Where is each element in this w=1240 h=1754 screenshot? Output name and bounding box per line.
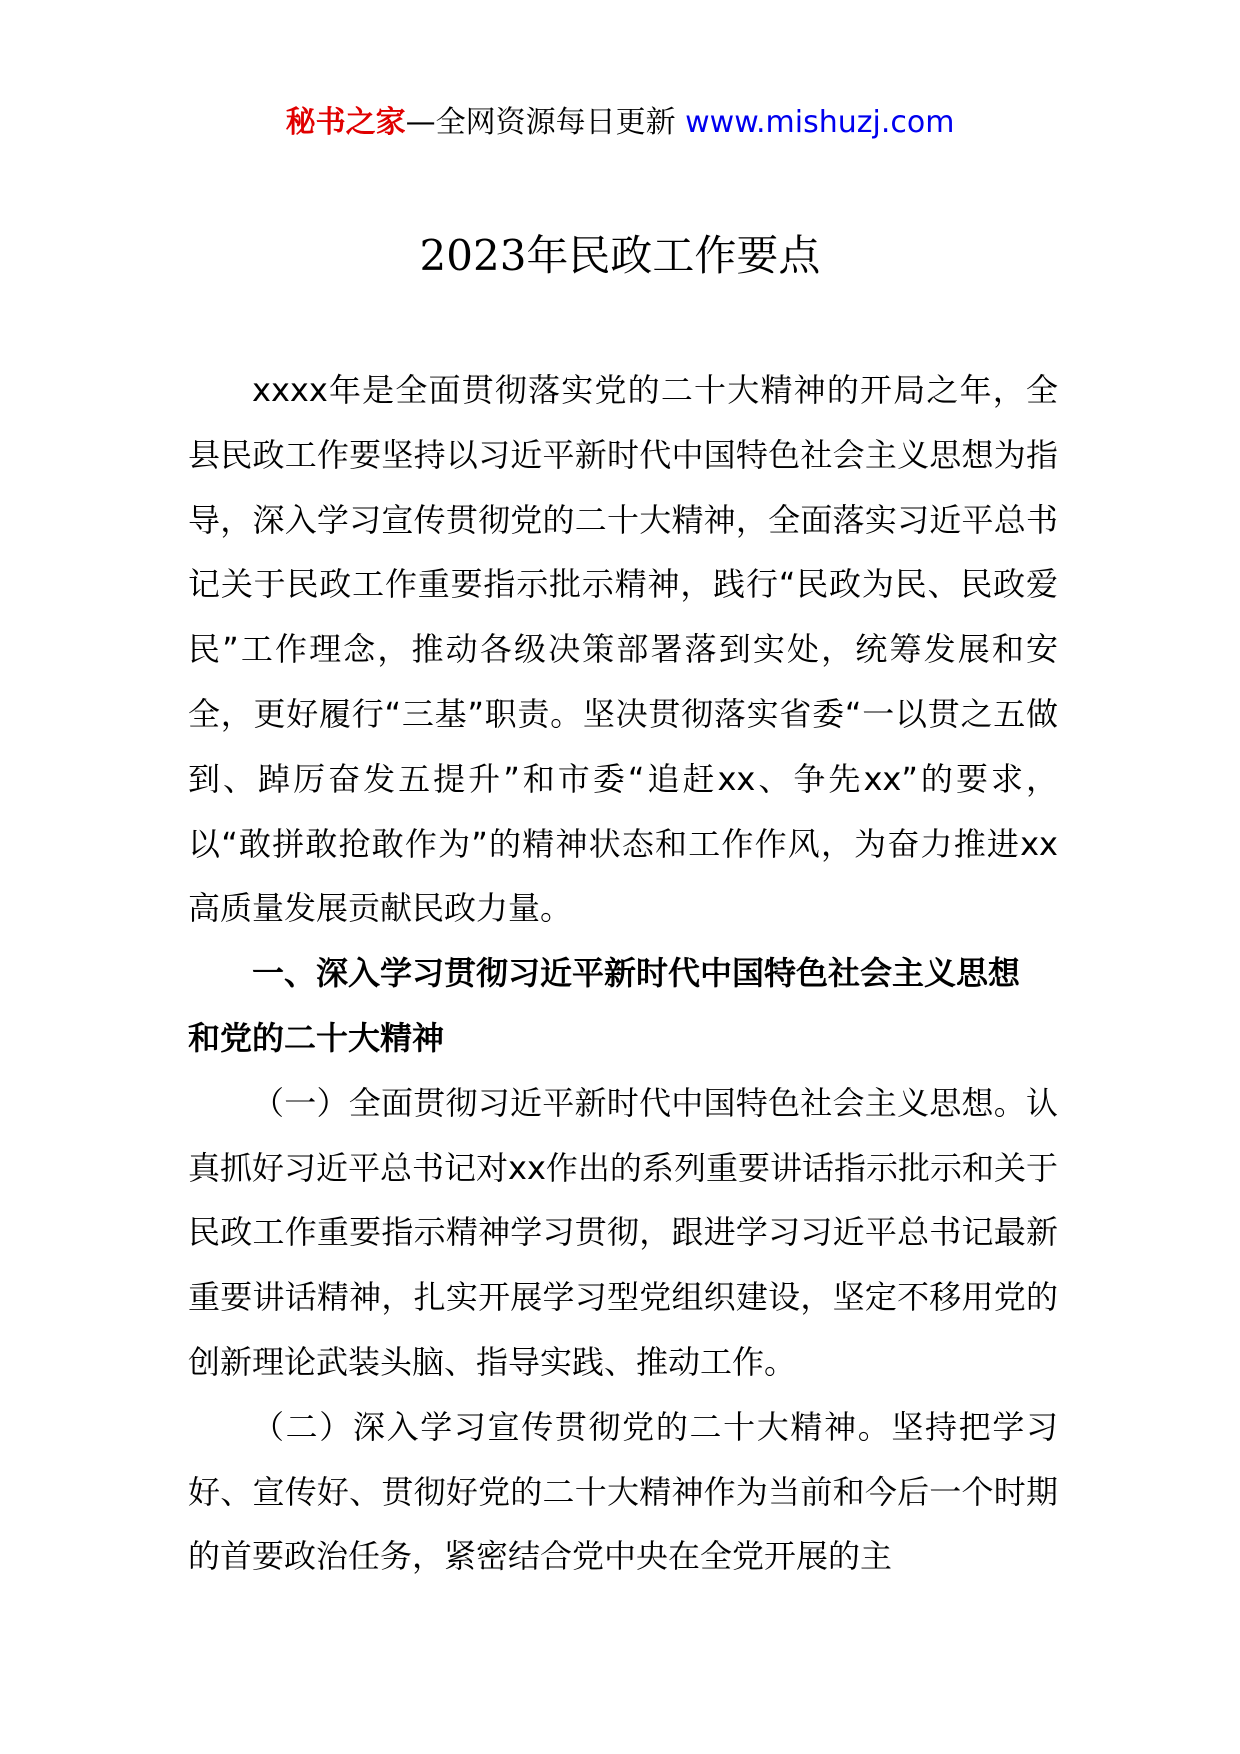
item-paragraph-2: （二）深入学习宣传贯彻党的二十大精神。坚持把学习好、宣传好、贯彻好党的二十大精神作为当前和今后一个时期的首要政治任务，紧密结合党中央在全党开展的主 [188, 1407, 1058, 1576]
site-banner [0, 100, 1240, 146]
item-paragraph-1: （一）全面贯彻习近平新时代中国特色社会主义思想。认真抓好习近平总书记对xx作出的系列重要讲话指示批示和关于民政工作重要指示精神学习贯彻，跟进学习习近平总书记最新重要讲话精神，扎实开展学习型党组织建设，坚定不移用党的创新理论武装头脑、指导实践、推动工作。 [188, 1083, 1058, 1381]
banner-url-link[interactable]: www.mishuzj.com [685, 105, 955, 140]
document-title: 2023年民政工作要点 [419, 231, 821, 280]
banner-tagline: —全网资源每日更新 [405, 105, 686, 140]
section-heading-1: 一、深入学习贯彻习近平新时代中国特色社会主义思想和党的二十大精神 [188, 954, 1021, 1057]
banner-brand: 秘书之家 [285, 105, 406, 140]
document-body [188, 358, 1058, 1589]
intro-paragraph: xxxx年是全面贯彻落实党的二十大精神的开局之年，全县民政工作要坚持以习近平新时代中国特色社会主义思想为指导，深入学习宣传贯彻党的二十大精神，全面落实习近平总书记关于民政工作重要指示批示精神，践行“民政为民、民政爱民”工作理念，推动各级决策部署落到实处，统筹发展和安全，更好履行“三基”职责。坚决贯彻落实省委“一以贯之五做到、踔厉奋发五提升”和市委“追赶xx、争先xx”的要求，以“敢拼敢抢敢作为”的精神状态和工作作风，为奋力推进xx高质量发展贡献民政力量。 [188, 371, 1058, 928]
